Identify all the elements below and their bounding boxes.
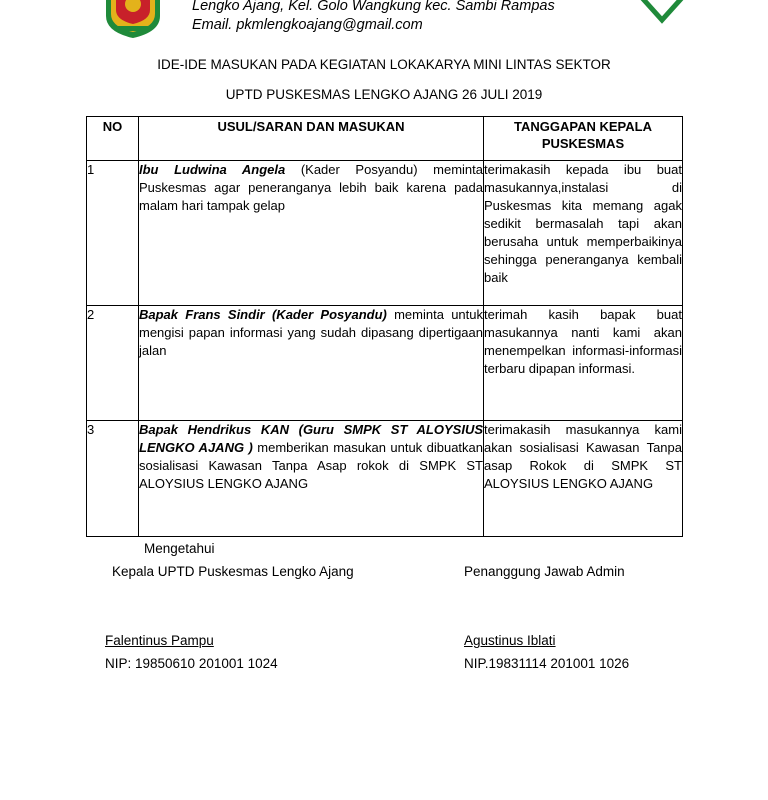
- table-row: [87, 306, 683, 421]
- header-no: NO: [87, 117, 139, 161]
- puskesmas-cross-icon: [622, 0, 702, 24]
- row-suggestion: [139, 421, 484, 537]
- document-title: IDE-IDE MASUKAN PADA KEGIATAN LOKAKARYA MINI LINTAS SEKTOR: [157, 57, 611, 72]
- suggestions-table: [86, 116, 683, 537]
- row-suggestion: [139, 306, 484, 421]
- row-response: terimakasih masukannya kami akan sosialisasi Kawasan Tanpa asap Rokok di SMPK ST ALOYSIUS LENGKO AJANG: [484, 421, 683, 537]
- right-signer-position: Penanggung Jawab Admin: [464, 564, 625, 579]
- right-signer-nip: NIP.19831114 201001 1026: [464, 656, 630, 671]
- right-signer-name: Agustinus Iblati: [464, 633, 556, 648]
- row-response: terimakasih kepada ibu buat masukannya,instalasi di Puskesmas kita memang agak sedikit bermasalah tapi akan berusaha untuk memperbaikinya sehingga peneranganya kembali baik: [484, 161, 683, 306]
- suggester-name: Bapak Hendrikus KAN (Guru SMPK ST ALOYSIUS LENGKO AJANG ): [139, 422, 483, 455]
- header-usul: USUL/SARAN DAN MASUKAN: [139, 117, 484, 161]
- header-email: Email. pkmlengkoajang@gmail.com: [192, 17, 423, 33]
- acknowledged-label: Mengetahui: [144, 541, 215, 556]
- row-suggestion: [139, 161, 484, 306]
- left-signer-nip: NIP: 19850610 201001 1024: [105, 656, 278, 671]
- row-number: 3: [87, 421, 139, 537]
- suggestion-text: (Kader Posyandu) meminta Puskesmas agar peneranganya lebih baik karena pada malam hari tampak gelap: [139, 162, 483, 213]
- row-number: 2: [87, 306, 139, 421]
- suggestion-text: meminta untuk mengisi papan informasi yang sudah dipasang dipertigaan jalan: [139, 307, 483, 358]
- suggestion-text: memberikan masukan untuk dibuatkan sosialisasi Kawasan Tanpa Asap rokok di SMPK ST ALOYSIUS LENGKO AJANG: [139, 440, 483, 491]
- regency-emblem-icon: [102, 0, 164, 38]
- row-response: terimah kasih bapak buat masukannya nanti kami akan menempelkan informasi-informasi terbaru dipapan informasi.: [484, 306, 683, 421]
- left-signer-name: Falentinus Pampu: [105, 633, 214, 648]
- suggester-name: Ibu Ludwina Angela: [139, 162, 286, 177]
- left-signer-position: Kepala UPTD Puskesmas Lengko Ajang: [112, 564, 354, 579]
- document-subtitle: UPTD PUSKESMAS LENGKO AJANG 26 JULI 2019: [225, 87, 543, 102]
- table-row: [87, 421, 683, 537]
- table-row: [87, 161, 683, 306]
- header-address: Lengko Ajang, Kel. Golo Wangkung kec. Sambi Rampas: [192, 0, 555, 14]
- header-response: TANGGAPAN KEPALA PUSKESMAS: [484, 117, 683, 161]
- row-number: 1: [87, 161, 139, 306]
- table-header-row: [87, 117, 683, 161]
- suggester-name: Bapak Frans Sindir (Kader Posyandu): [139, 307, 387, 322]
